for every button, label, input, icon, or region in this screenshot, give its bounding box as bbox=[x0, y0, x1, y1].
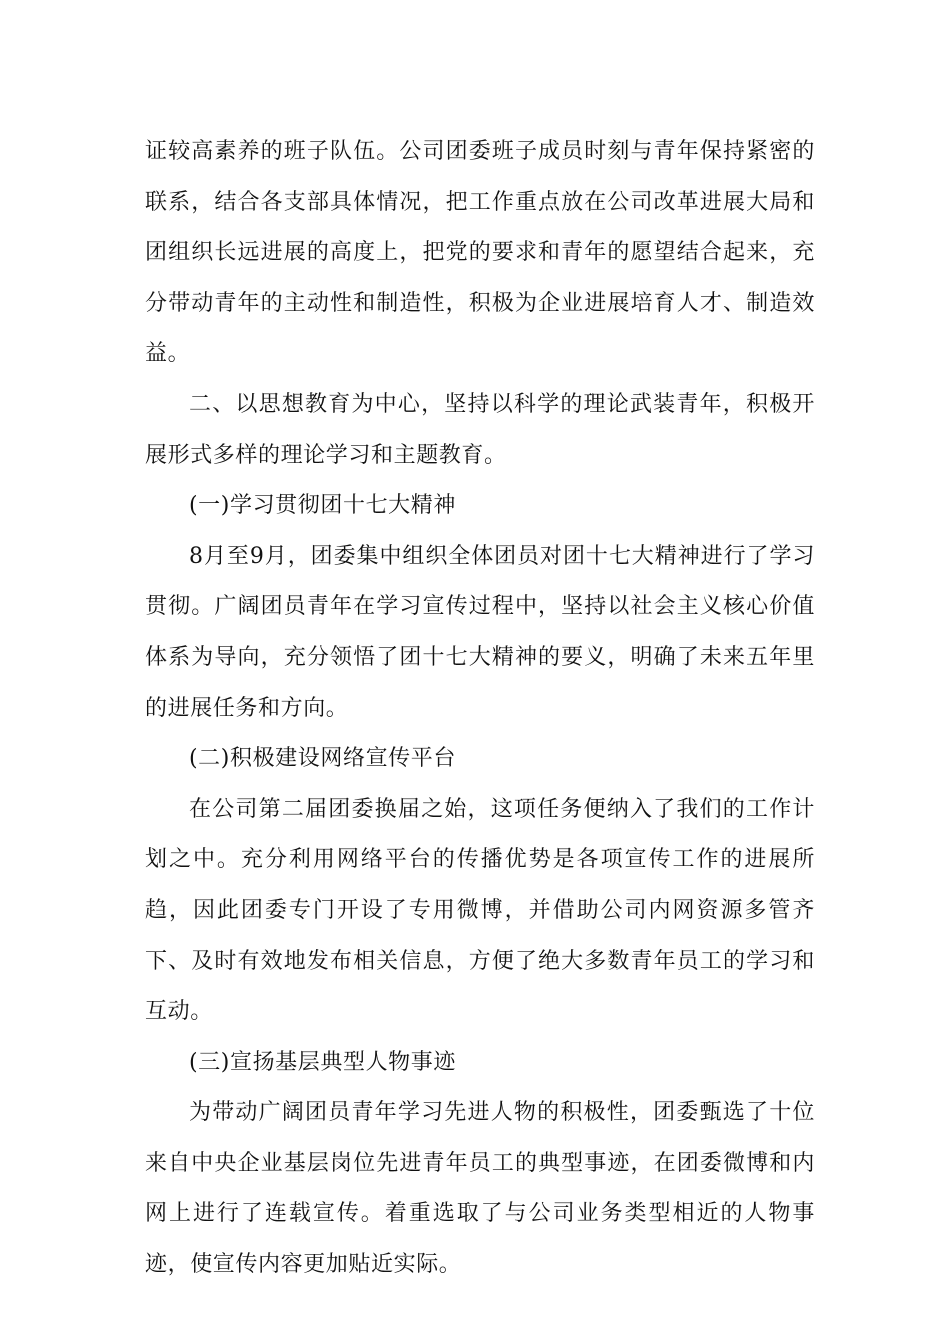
paragraph-network: 在公司第二届团委换届之始，这项任务便纳入了我们的工作计划之中。充分利用网络平台的传播优势是各项宣传工作的进展所趋，因此团委专门开设了专用微博，并借助公司内网资源多管齐下、及时有效地发布相关信息，方便了绝大多数青年员工的学习和互动。 bbox=[145, 796, 815, 1025]
section-heading-two: 二、以思想教育为中心，坚持以科学的理论武装青年，积极开展形式多样的理论学习和主题教育。 bbox=[145, 391, 815, 468]
paragraph-study: 8月至9月，团委集中组织全体团员对团十七大精神进行了学习贯彻。广阔团员青年在学习宣传过程中，坚持以社会主义核心价值体系为导向，充分领悟了团十七大精神的要义，明确了未来五年里的进展任务和方向。 bbox=[145, 543, 815, 721]
paragraph-role-models: 为带动广阔团员青年学习先进人物的积极性，团委甄选了十位来自中央企业基层岗位先进青年员工的典型事迹，在团委微博和内网上进行了连载宣传。着重选取了与公司业务类型相近的人物事迹，使宣传内容更加贴近实际。 bbox=[145, 1100, 815, 1278]
subsection-heading-2: (二)积极建设网络宣传平台 bbox=[189, 746, 456, 772]
subsection-heading-1: (一)学习贯彻团十七大精神 bbox=[189, 493, 456, 519]
subsection-heading-3: (三)宣扬基层典型人物事迹 bbox=[189, 1049, 456, 1075]
paragraph-continuation: 证较高素养的班子队伍。公司团委班子成员时刻与青年保持紧密的联系，结合各支部具体情况，把工作重点放在公司改革进展大局和团组织长远进展的高度上，把党的要求和青年的愿望结合起来，充分带动青年的主动性和制造性，积极为企业进展培育人才、制造效益。 bbox=[145, 139, 815, 367]
document-body bbox=[145, 127, 815, 1291]
